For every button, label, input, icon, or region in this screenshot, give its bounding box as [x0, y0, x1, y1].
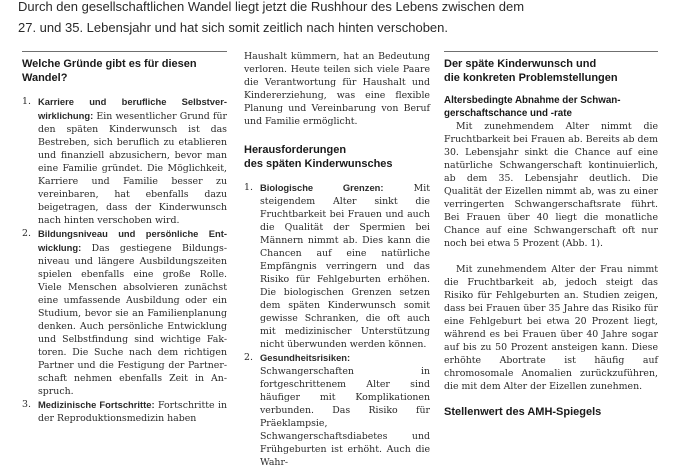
intro-paragraph [18, 0, 658, 38]
list-number: 3. [22, 399, 31, 410]
section-heading-line: Der späte Kinderwunsch und [444, 58, 597, 70]
section-heading-line: Herausforderungen [244, 144, 347, 156]
list-text: Ein wesentlicher Grund für den späten Kinderwunsch ist das Bestreben, sich beruflich zu etablieren und finanziell abzusichern, bevor man eine Familie gründet. Die Möglichkeit, Karriere und Familie besser zu vereinbaren, hat ebenfalls dazu beigetragen, dass der Kinderwunsch nach hinten verschoben wird. [38, 111, 227, 226]
list-text: Mit steigendem Alter sinkt die Fruchtbarkeit bei Frauen und auch die Qualität der Spermien bei Männern nimmt ab. Dies kann die Chancen auf eine natürliche Empfängnis verringern und das Risiko für Fehlgeburten erhöhen. Die biologischen Grenzen setzen dem späten Kinderwunsch somit gewisse Schranken, die oft auch mit medizinischer Unterstützung nicht überwunden werden können. [260, 183, 430, 350]
list-number: 1. [22, 96, 31, 107]
list-item [22, 227, 227, 398]
list-term: Bildungsniveau und persönliche Ent-wicklung: [38, 228, 227, 253]
column-3 [444, 58, 658, 420]
list-number: 1. [244, 182, 253, 193]
section-heading-line: Wandel? [22, 71, 68, 84]
list-number: 2. [22, 228, 31, 239]
column-rule-1 [22, 51, 227, 52]
column-2 [244, 50, 430, 469]
column-1 [22, 58, 227, 425]
subheading-age-decline [444, 95, 658, 120]
list-term: Biologische Grenzen: [260, 182, 384, 193]
section-heading-problems [444, 58, 658, 85]
subheading-line: gerschaftschance und -rate [444, 107, 572, 119]
section-heading-reasons [22, 58, 227, 85]
challenges-list [244, 181, 430, 469]
section-heading-amh: Stellenwert des AMH-Spiegels [444, 406, 602, 418]
section-heading-line: die konkreten Problemstellungen [444, 71, 618, 84]
list-item [244, 181, 430, 351]
section-heading-line: des späten Kinderwunsches [244, 157, 393, 170]
list-item [22, 95, 227, 227]
section-heading-line: Welche Gründe gibt es für diesen [22, 58, 197, 70]
column-rule-3 [444, 51, 658, 52]
intro-line-1: Durch den gesellschaftlichen Wandel liegt jetzt die Rushhour des Lebens zwischen dem [18, 0, 525, 14]
list-text: Fortschritte in der Reproduktionsmedizin haben [38, 400, 227, 424]
list-term: Karriere und berufliche Selbstver-wirklichung: [38, 96, 227, 121]
body-paragraph: Mit zunehmendem Alter nimmt die Fruchtbarkeit bei Frauen ab. Bereits ab dem 30. Lebensjahr sinkt die Chance auf eine natürliche Schwangerschaft kontinuierlich, ab dem 35. Lebensjahr deutlich. Die Qualität der Eizellen nimmt ab, was zu einer verringerten Schwangerschaftsrate führt. Bei Frauen über 40 liegt die monatliche Chance auf eine Schwangerschaft oft nur noch bei etwa 5 Prozent (Abb. 1). [444, 121, 658, 249]
list-number: 2. [244, 352, 253, 363]
body-paragraph: Haushalt kümmern, hat an Bedeutung verloren. Heute teilen sich viele Paare die Verantwortung für Haushalt und Kindererziehung, was eine flexible Planung und Vereinbarung von Beruf und Familie ermöglicht. [244, 51, 430, 127]
subheading-line: Altersbedingte Abnahme der Schwan- [444, 95, 621, 106]
list-text: Das gestiegene Bildungs-niveau und längere Ausbildungszeiten spielen ebenfalls eine große Rolle. Viele Menschen absolvieren zunächst eine umfassende Ausbildung oder ein Studium, bevor sie an Familienplanung denken. Auch persönliche Entwicklung und Selbstfindung sind wichtige Fak-toren. Die Suche nach dem richtigen Partner und die Festigung der Partner-schaft nehmen ebenfalls Zeit in An-spruch. [38, 243, 227, 397]
list-term: Gesundheitsrisiken: [260, 352, 351, 363]
section-heading-challenges [244, 144, 430, 171]
list-term: Medizinische Fortschritte: [38, 399, 155, 410]
intro-line-2: 27. und 35. Lebensjahr und hat sich somit zeitlich nach hinten verschoben. [18, 20, 448, 35]
list-item [22, 398, 227, 425]
reasons-list [22, 95, 227, 425]
body-paragraph: Mit zunehmendem Alter der Frau nimmt die Fruchtbarkeit ab, jedoch steigt das Risiko für Fehlgeburten an. Studien zeigen, dass bei Frauen über 35 Jahre das Risiko für eine Fehlgeburt bei etwa 20 Prozent liegt, während es bei Frauen über 40 Jahre sogar auf bis zu 50 Prozent ansteigen kann. Diese erhöhte Abortrate ist häufig auf chromosomale Anomalien zurückzuführen, die mit dem Alter der Eizellen zunehmen. [444, 264, 658, 392]
list-text: Schwangerschaften in fortgeschrittenem Alter sind häufiger mit Komplikationen verbunden. Das Risiko für Präeklampsie, Schwangerschaftsdiabetes und Frühgeburten ist erhöht. Auch die Wahr- [260, 366, 430, 468]
list-item [244, 351, 430, 469]
